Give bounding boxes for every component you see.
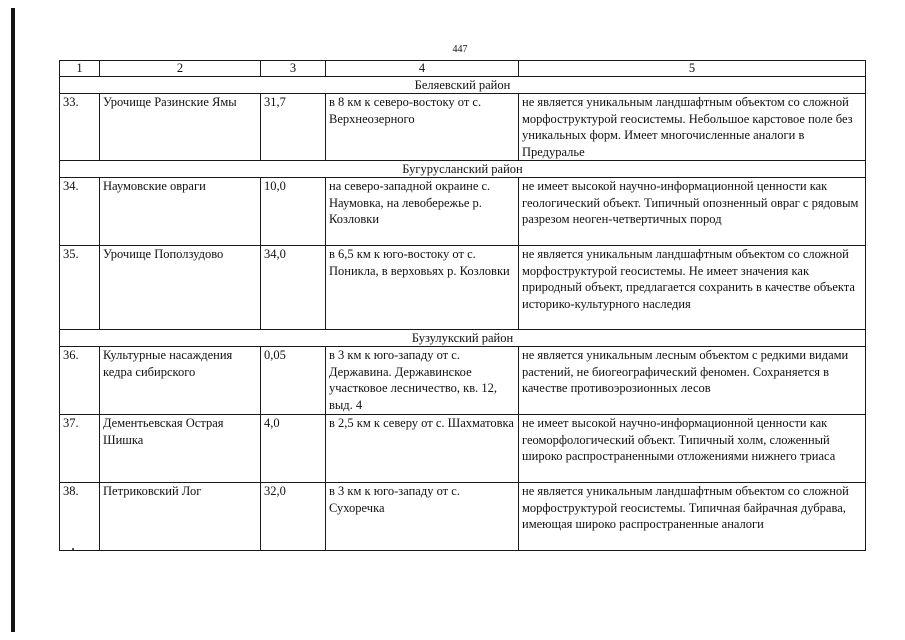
object-name: Петриковский Лог bbox=[100, 483, 261, 551]
object-location: в 8 км к северо-востоку от с. Верхнеозерного bbox=[326, 94, 519, 161]
row-number: 33. bbox=[60, 94, 100, 161]
object-name: Урочище Разинские Ямы bbox=[100, 94, 261, 161]
district-row bbox=[60, 161, 866, 178]
object-area: 31,7 bbox=[261, 94, 326, 161]
protected-areas-table bbox=[59, 60, 866, 551]
exclusion-reason: не имеет высокой научно-информационной ценности как геологический объект. Типичный опозненный овраг с рядовым разрезом неоген-четвертичных пород bbox=[519, 178, 866, 246]
object-area: 10,0 bbox=[261, 178, 326, 246]
table-row bbox=[60, 415, 866, 483]
table-row bbox=[60, 347, 866, 415]
district-row bbox=[60, 330, 866, 347]
object-area: 34,0 bbox=[261, 246, 326, 330]
row-number: 35. bbox=[60, 246, 100, 330]
table-row bbox=[60, 94, 866, 161]
row-number: 37. bbox=[60, 415, 100, 483]
exclusion-reason: не имеет высокой научно-информационной ценности как геоморфологический объект. Типичный холм, сложенный широко распространенными отложениями нижнего триаса bbox=[519, 415, 866, 483]
table-row bbox=[60, 246, 866, 330]
object-location: в 3 км к юго-западу от с. Сухоречка bbox=[326, 483, 519, 551]
object-location: в 6,5 км к юго-востоку от с. Поникла, в верховьях р. Козловки bbox=[326, 246, 519, 330]
row-number: 38. bbox=[60, 483, 100, 551]
exclusion-reason: не является уникальным ландшафтным объектом со сложной морфоструктурой геосистемы. Не имеет значения как природный объект, предлагается сохранить в качестве объекта историко-культурного наследия bbox=[519, 246, 866, 330]
column-header: 1 bbox=[60, 61, 100, 77]
column-header: 4 bbox=[326, 61, 519, 77]
object-location: в 3 км к юго-западу от с. Державина. Державинское участковое лесничество, кв. 12, выд. 4 bbox=[326, 347, 519, 415]
object-location: на северо-западной окраине с. Наумовка, на левобережье р. Козловки bbox=[326, 178, 519, 246]
column-header: 3 bbox=[261, 61, 326, 77]
column-header: 5 bbox=[519, 61, 866, 77]
object-name: Урочище Поползудово bbox=[100, 246, 261, 330]
district-name: Бугурусланский район bbox=[60, 161, 866, 178]
row-number: 36. bbox=[60, 347, 100, 415]
table-header-row bbox=[60, 61, 866, 77]
table-row bbox=[60, 178, 866, 246]
district-row bbox=[60, 77, 866, 94]
object-area: 0,05 bbox=[261, 347, 326, 415]
scan-edge-bar bbox=[11, 8, 15, 632]
exclusion-reason: не является уникальным ландшафтным объектом со сложной морфоструктурой геосистемы. Типичная байрачная дубрава, имеющая широко распространенные аналоги bbox=[519, 483, 866, 551]
row-number: 34. bbox=[60, 178, 100, 246]
district-name: Бузулукский район bbox=[60, 330, 866, 347]
exclusion-reason: не является уникальным ландшафтным объектом со сложной морфоструктурой геосистемы. Небольшое карстовое поле без уникальных форм. Имеет многочисленные аналоги в Предуралье bbox=[519, 94, 866, 161]
object-name: Наумовские овраги bbox=[100, 178, 261, 246]
district-name: Беляевский район bbox=[60, 77, 866, 94]
table-row bbox=[60, 483, 866, 551]
scan-speck bbox=[72, 548, 74, 550]
column-header: 2 bbox=[100, 61, 261, 77]
object-area: 4,0 bbox=[261, 415, 326, 483]
object-location: в 2,5 км к северу от с. Шахматовка bbox=[326, 415, 519, 483]
object-area: 32,0 bbox=[261, 483, 326, 551]
page-number: 447 bbox=[452, 44, 468, 55]
exclusion-reason: не является уникальным лесным объектом с редкими видами растений, не биогеографический феномен. Сохраняется в качестве противоэрозионных лесов bbox=[519, 347, 866, 415]
object-name: Культурные насаждения кедра сибирского bbox=[100, 347, 261, 415]
object-name: Дементьевская Острая Шишка bbox=[100, 415, 261, 483]
